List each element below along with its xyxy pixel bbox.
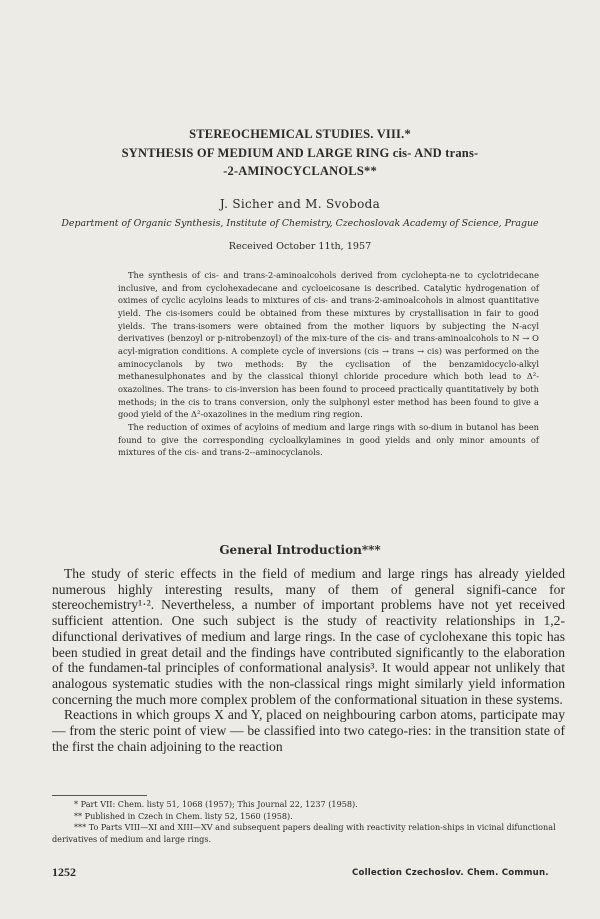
section-heading: General Introduction***: [219, 543, 381, 557]
body-paragraph-1: The study of steric effects in the field of medium and large rings has already yielded numerous highly interesting results, many of them of general signifi-cance for stereochemistry¹·². Nevertheless, a number of important problems have not yet received sufficient attention. One such subject is the study of reactivity relationships in 1,2-difunctional derivatives of medium and large rings. In the case of cyclohexane this topic has been studied in great detail and the findings have contributed significantly to the elaboration of the fundamen-tal principles of conformational analysis³. It would appear not unlikely that analogous systematic studies with the non-classical rings might similarly yield information concerning the much more complex problem of the conformational situation in these systems.: [52, 566, 565, 707]
journal-name: Collection Czechoslov. Chem. Commun.: [352, 868, 549, 878]
received-date: Received October 11th, 1957: [228, 241, 372, 252]
article-title-line-1: STEREOCHEMICAL STUDIES. VIII.*: [189, 127, 411, 141]
abstract-paragraph-1: The synthesis of cis- and trans-2-aminoalcohols derived from cyclohepta-ne to cyclotridecane inclusive, and from cyclohexadecane and cycloeicosane is described. Catalytic hydrogenation of oximes of cyclic acyloins leads to mixtures of cis- and trans-2-aminoalcohols in almost quantitative yield. The cis-isomers could be obtained from these mixtures by crystallisation in fair to good yields. The trans-isomers were obtained from the mother liquors by subjecting the N-acyl derivatives (benzoyl or p-nitrobenzoyl) of the mix-ture of the cis- and trans-aminoalcohols to N → O acyl-migration conditions. A complete cycle of inversions (cis → trans → cis) was performed on the aminocyclanols by two methods: By the cyclisation of the benzamidocyclo-alkyl methanesulphonates and by the classical thionyl chloride procedure which both lead to Δ²-oxazolines. The trans- to cis-inversion has been found to proceed practically quantitatively by both methods; in the cis to trans conversion, only the sulphonyl ester method has been found to give a good yield of the Δ²-oxazolines in the medium ring region.: [118, 270, 539, 420]
footnote-divider: [52, 795, 147, 796]
footnote-1: * Part VII: Chem. listy 51, 1068 (1957); This Journal 22, 1237 (1958).: [74, 799, 358, 809]
page-number: 1252: [52, 865, 76, 879]
footnote-2: ** Published in Czech in Chem. listy 52, 1560 (1958).: [74, 810, 293, 821]
authors: J. Sicher and M. Svoboda: [219, 197, 381, 211]
article-title-line-2: SYNTHESIS OF MEDIUM AND LARGE RING cis- AND trans-: [121, 146, 479, 160]
affiliation: Department of Organic Synthesis, Institute of Chemistry, Czechoslovak Academy of Science, Prague: [61, 218, 539, 229]
article-title-line-3: -2-AMINOCYCLANOLS**: [223, 164, 377, 178]
introduction-body: [52, 566, 565, 754]
abstract: [118, 269, 539, 459]
footnote-3: *** To Parts VIII—XI and XIII—XV and subsequent papers dealing with reactivity relation-ships in vicinal difunctional derivatives of medium and large rings.: [52, 822, 556, 844]
footnotes: [52, 799, 565, 845]
abstract-paragraph-2: The reduction of oximes of acyloins of medium and large rings with so-dium in butanol has been found to give the corresponding cycloalkylamines in good yields and only minor amounts of mixtures of the cis- and trans-2--aminocyclanols.: [118, 421, 539, 458]
body-paragraph-2: Reactions in which groups X and Y, placed on neighbouring carbon atoms, participate may — from the steric point of view — be classified into two catego-ries: in the transition state of the first the chain adjoining to the reaction: [52, 707, 565, 754]
